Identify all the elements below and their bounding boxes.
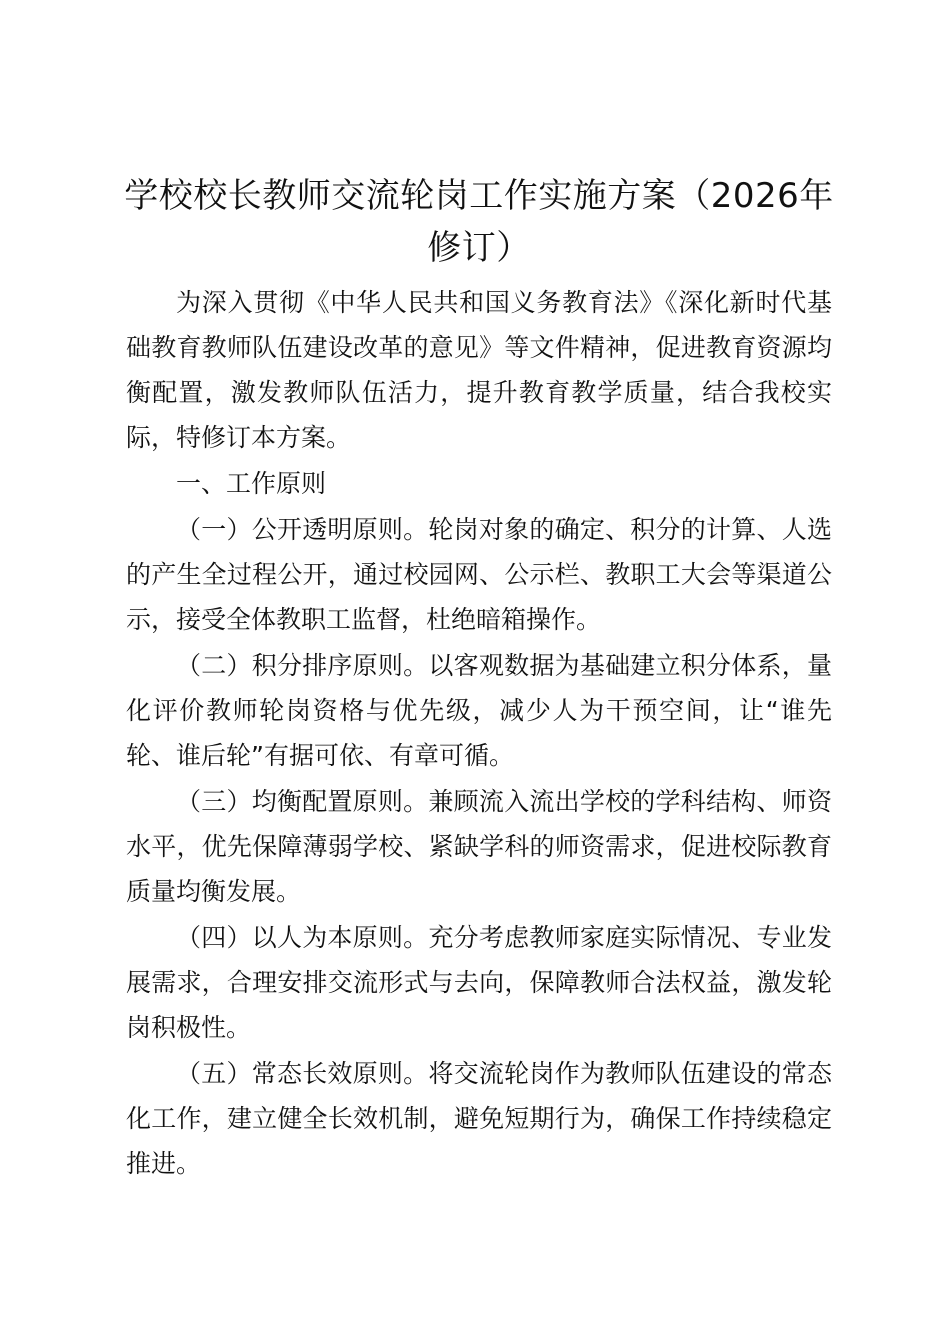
intro-paragraph: 为深入贯彻《中华人民共和国义务教育法》《深化新时代基础教育教师队伍建设改革的意见》等文件精神，促进教育资源均衡配置，激发教师队伍活力，提升教育教学质量，结合我校实际，特修订本方案。 <box>126 288 832 452</box>
principle-paragraph-3: （三）均衡配置原则。兼顾流入流出学校的学科结构、师资水平，优先保障薄弱学校、紧缺学科的师资需求，促进校际教育质量均衡发展。 <box>126 787 832 906</box>
document-title: 学校校长教师交流轮岗工作实施方案（2026年修订） <box>124 176 834 268</box>
document-page <box>126 170 832 1187</box>
principle-paragraph-5: （五）常态长效原则。将交流轮岗作为教师队伍建设的常态化工作，建立健全长效机制，避免短期行为，确保工作持续稳定推进。 <box>126 1059 832 1178</box>
principle-paragraph-4: （四）以人为本原则。充分考虑教师家庭实际情况、专业发展需求，合理安排交流形式与去向，保障教师合法权益，激发轮岗积极性。 <box>126 923 832 1042</box>
principle-paragraph-1: （一）公开透明原则。轮岗对象的确定、积分的计算、人选的产生全过程公开，通过校园网、公示栏、教职工大会等渠道公示，接受全体教职工监督，杜绝暗箱操作。 <box>126 515 832 634</box>
section-heading-principles: 一、工作原则 <box>176 469 327 498</box>
principle-paragraph-2: （二）积分排序原则。以客观数据为基础建立积分体系，量化评价教师轮岗资格与优先级，减少人为干预空间，让“谁先轮、谁后轮”有据可依、有章可循。 <box>126 651 832 770</box>
